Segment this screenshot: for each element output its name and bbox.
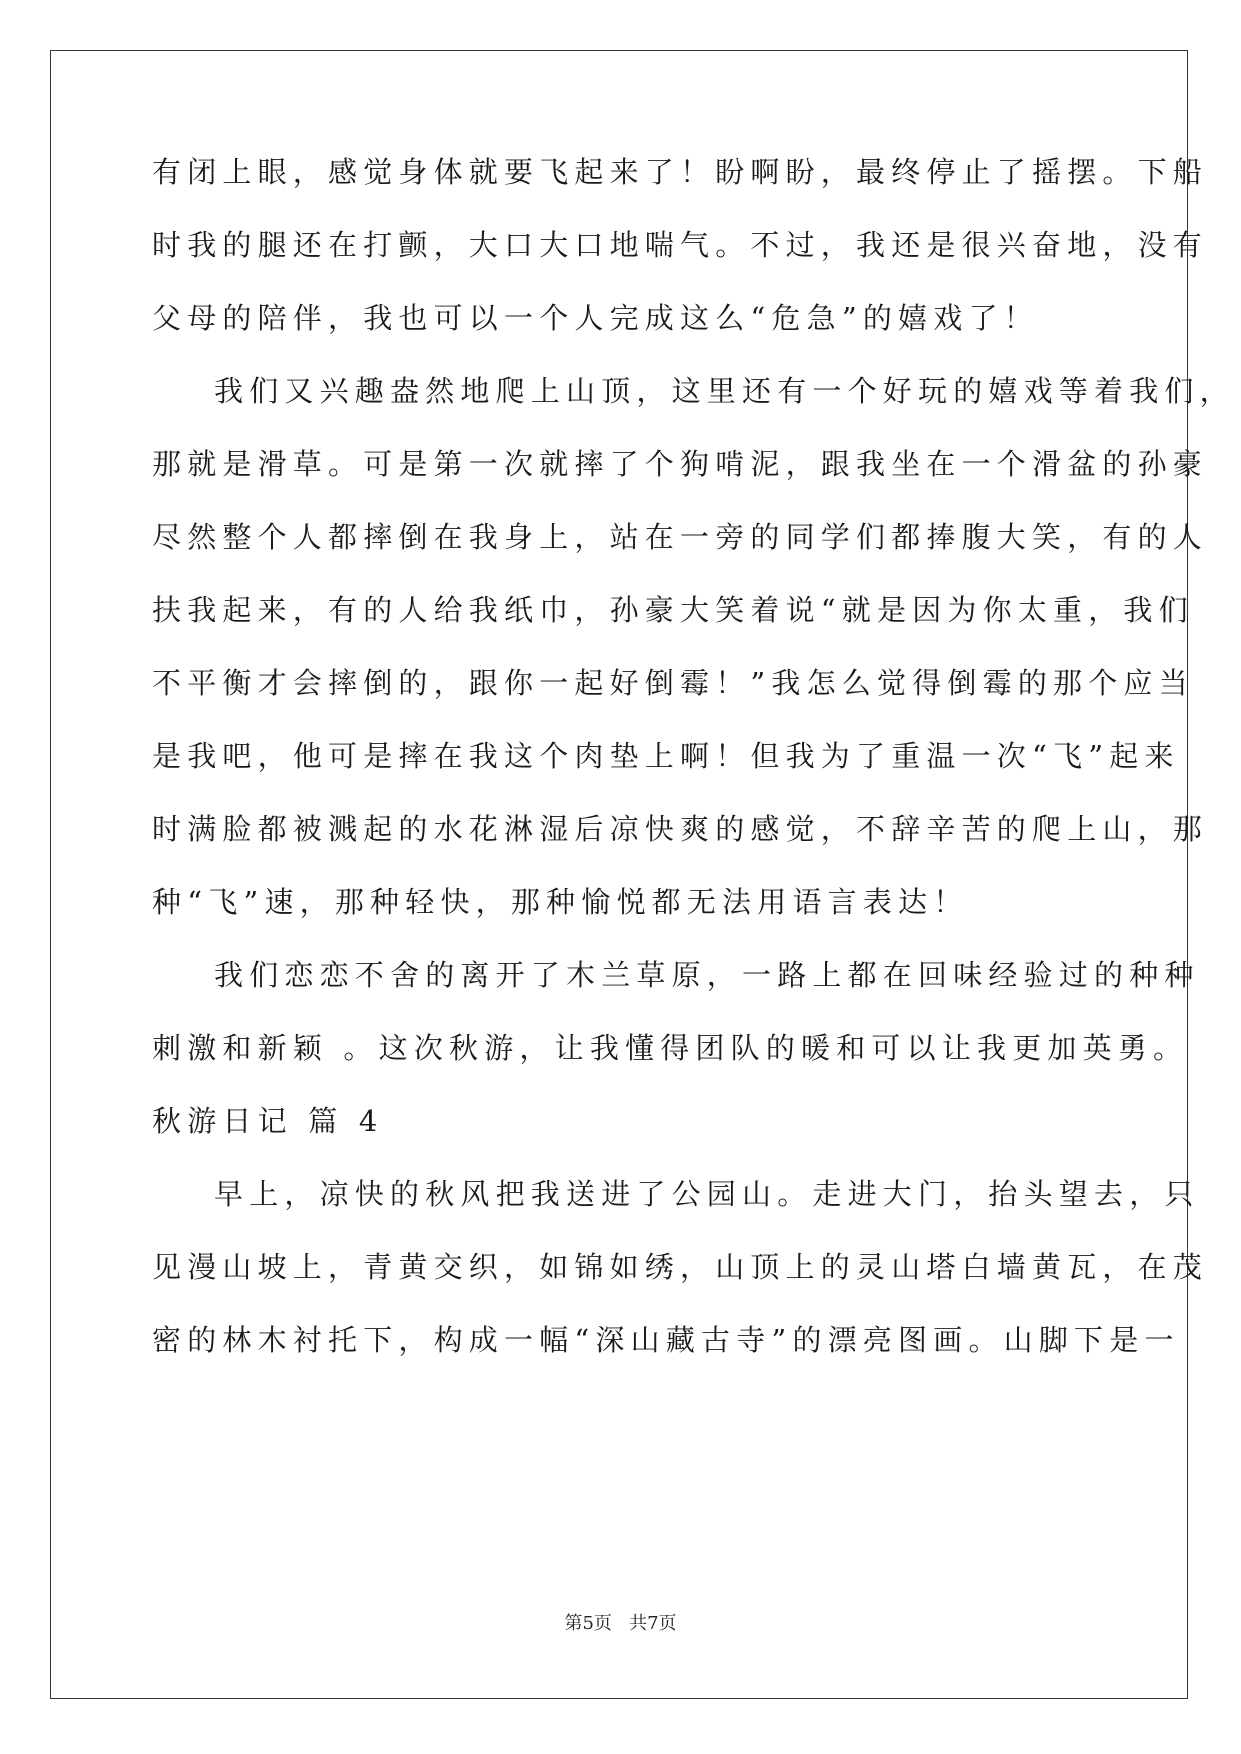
paragraph-line: 我们又兴趣盎然地爬上山顶，这里还有一个好玩的嬉戏等着我们， — [214, 374, 1235, 408]
paragraph-line: 有闭上眼，感觉身体就要飞起来了！盼啊盼，最终停止了摇摆。下船 — [152, 155, 1209, 189]
paragraph-line: 种“飞”速，那种轻快，那种愉悦都无法用语言表达！ — [152, 885, 969, 919]
paragraph-line: 尽然整个人都摔倒在我身上，站在一旁的同学们都捧腹大笑，有的人 — [152, 520, 1209, 554]
paragraph-line: 父母的陪伴，我也可以一个人完成这么“危急”的嬉戏了！ — [152, 301, 1039, 335]
page-footer: 第5页 共7页 — [564, 1613, 677, 1634]
paragraph-line: 密的林木衬托下，构成一幅“深山藏古寺”的漂亮图画。山脚下是一 — [152, 1323, 1180, 1357]
paragraph-line: 扶我起来，有的人给我纸巾，孙豪大笑着说“就是因为你太重，我们 — [152, 593, 1194, 627]
paragraph-line: 时我的腿还在打颤，大口大口地喘气。不过，我还是很兴奋地，没有 — [152, 228, 1209, 262]
paragraph-line: 见漫山坡上，青黄交织，如锦如绣，山顶上的灵山塔白墙黄瓦，在茂 — [152, 1250, 1209, 1284]
paragraph-line: 早上，凉快的秋风把我送进了公园山。走进大门，抬头望去，只 — [214, 1177, 1200, 1211]
paragraph-line: 不平衡才会摔倒的，跟你一起好倒霉！”我怎么觉得倒霉的那个应当 — [152, 666, 1194, 700]
paragraph-line: 那就是滑草。可是第一次就摔了个狗啃泥，跟我坐在一个滑盆的孙豪 — [152, 447, 1209, 481]
paragraph-line: 时满脸都被溅起的水花淋湿后凉快爽的感觉，不辞辛苦的爬上山，那 — [152, 812, 1209, 846]
paragraph-line: 我们恋恋不舍的离开了木兰草原，一路上都在回味经验过的种种 — [214, 958, 1200, 992]
section-heading: 秋游日记 篇 4 — [152, 1104, 384, 1138]
paragraph-line: 是我吧，他可是摔在我这个肉垫上啊！但我为了重温一次“飞”起来 — [152, 739, 1180, 773]
paragraph-line: 刺激和新颖 。这次秋游，让我懂得团队的暖和可以让我更加英勇。 — [152, 1031, 1189, 1065]
